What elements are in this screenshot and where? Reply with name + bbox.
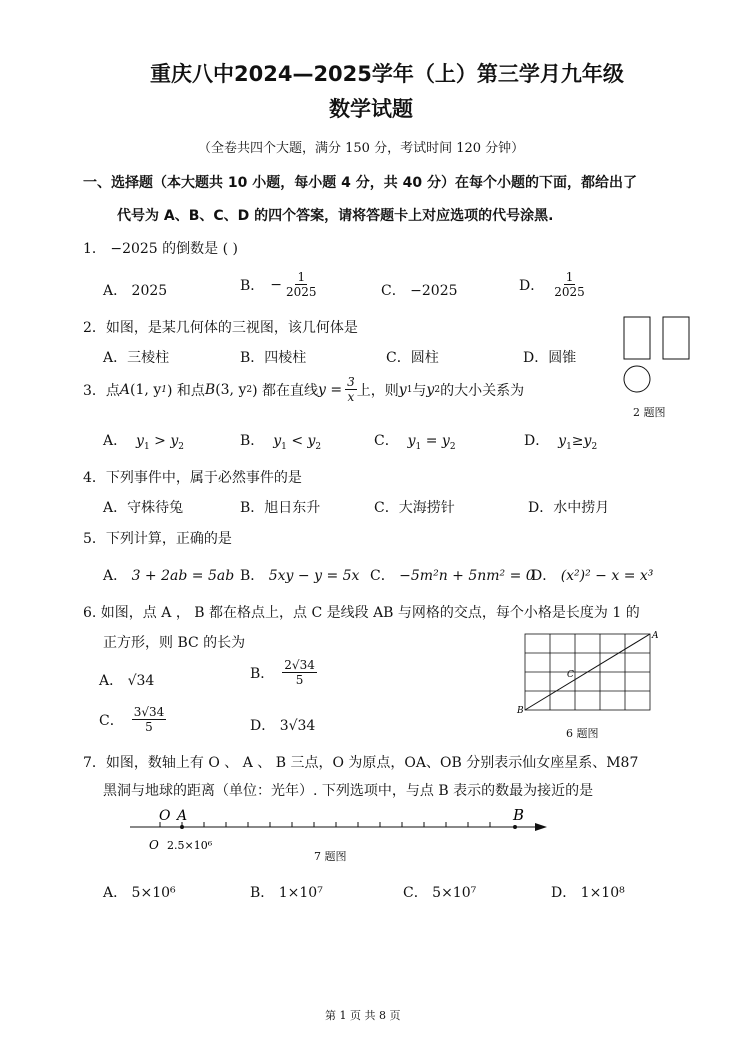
q3-option-b (240, 430, 321, 452)
q3-point-a-coord: (1, y (130, 381, 162, 398)
q6-line2: 正方形，则 BC 的长为 (103, 635, 246, 651)
q3-a-sub1: 1 (143, 441, 150, 452)
q3-tail: 的大小关系为 (440, 382, 525, 399)
q3-d-y2: y (583, 433, 592, 449)
q3-y1-sub: 1 (406, 384, 413, 395)
q3-sub-1: 1 (161, 384, 167, 395)
q3-eq-fraction (345, 375, 357, 404)
q6-option-b (250, 658, 317, 687)
q5-a-expr: 3 + 2ab = 5ab (131, 568, 235, 584)
q4-option-a: A．守株待兔 (103, 500, 184, 516)
q7-label-b: B (513, 806, 525, 824)
q3-d-label: D． (524, 433, 550, 449)
q1-d-den: 2025 (554, 285, 585, 299)
q2-option-d: D．圆锥 (523, 350, 577, 366)
q1-option-b (240, 270, 319, 299)
q6-grid-figure (515, 627, 665, 717)
q4-option-c: C．大海捞针 (374, 500, 455, 516)
q3-c-sub1: 1 (415, 441, 422, 452)
section1-line2: 代号为 A、B、C、D 的四个答案，请将答题卡上对应选项的代号涂黑. (117, 208, 554, 224)
q3-d-rel: ≥ (571, 433, 584, 449)
q2-stem: 2．如图，是某几何体的三视图，该几何体是 (83, 320, 358, 336)
q4-option-d: D．水中捞月 (528, 500, 610, 516)
q6-option-a (99, 670, 154, 690)
q7-tick-o: O (149, 838, 159, 852)
q1-b-fraction (284, 270, 319, 299)
q1-option-d (519, 270, 587, 299)
q5-stem: 5．下列计算，正确的是 (83, 531, 232, 547)
q5-c-expr: −5m²n + 5nm² = 0 (399, 568, 535, 584)
q7-caption: 7 题图 (314, 850, 347, 863)
q6-c-num: 3√34 (133, 705, 165, 719)
q5-b-expr: 5xy − y = 5x (268, 568, 360, 584)
q1-b-num: 1 (297, 270, 306, 284)
q5-d-expr: (x²)² − x = x³ (560, 568, 654, 584)
q1-b-label: B． (240, 277, 265, 294)
q5-c-label: C． (370, 568, 395, 584)
q7-ticks (160, 822, 490, 827)
q3-mid2: ) 都在直线 (252, 382, 319, 399)
q6-option-d (250, 715, 315, 735)
q3-y2-sub: 2 (434, 384, 441, 395)
q4-stem: 4．下列事件中，属于必然事件的是 (83, 470, 302, 486)
q1-d-fraction (552, 270, 587, 299)
q6-label-c: C (567, 670, 574, 680)
q3-c-y1: y (407, 433, 416, 449)
q2-option-c: C．圆柱 (386, 350, 439, 366)
q3-a-label: A． (103, 433, 128, 449)
q3-c-rel: = (425, 433, 438, 449)
q2-front-view (624, 317, 650, 359)
q3-b-y1: y (273, 433, 282, 449)
q3-y2: y (426, 381, 435, 398)
q7-option-b: B． 1×10⁷ (250, 885, 323, 901)
q7-line1: 7．如图，数轴上有 O 、 A 、 B 三点，O 为原点，OA、OB 分别表示仙女座星系、M87 (83, 755, 639, 771)
q3-a-y1: y (136, 433, 144, 449)
q3-sub-2: 2 (246, 384, 253, 395)
q6-b-fraction (282, 658, 317, 687)
q5-d-label: D． (531, 568, 557, 584)
q6-d-value: 3√34 (279, 718, 316, 734)
q3-a-sub2: 2 (178, 441, 184, 452)
q3-a-rel: > (154, 433, 166, 449)
q7-option-a: A． 5×10⁶ (103, 885, 176, 901)
q3-point-b: B (204, 381, 216, 398)
q2-side-view (663, 317, 689, 359)
q3-d-sub1: 1 (566, 441, 572, 452)
q3-d-y1: y (558, 433, 567, 449)
q3-stem (83, 375, 524, 404)
exam-title: 重庆八中2024—2025学年（上）第三学月九年级 (150, 62, 624, 86)
q6-b-num: 2√34 (284, 658, 315, 672)
q6-a-label: A． (99, 673, 124, 689)
q3-c-label: C． (374, 433, 399, 449)
q3-point-b-coord: (3, y (215, 381, 247, 398)
q5-option-b (240, 565, 359, 585)
q3-b-rel: < (291, 433, 304, 449)
q2-caption: 2 题图 (633, 406, 666, 419)
q5-b-label: B． (240, 568, 265, 584)
q7-axis-arrow (535, 823, 547, 831)
q7-option-d: D． 1×10⁸ (551, 885, 625, 901)
q1-option-a: A． 2025 (103, 283, 168, 299)
q6-c-fraction (132, 705, 167, 734)
exam-subtitle: 数学试题 (329, 97, 413, 121)
q6-caption: 6 题图 (566, 727, 599, 740)
q1-d-label: D． (519, 277, 545, 294)
q7-point-b (513, 825, 517, 829)
q1-b-sign: − (270, 276, 283, 293)
q7-tick-a: 2.5×10⁶ (167, 839, 213, 852)
exam-note: （全卷共四个大题，满分 150 分，考试时间 120 分钟） (198, 141, 525, 156)
q3-post: 上，则 (356, 382, 399, 399)
q5-a-label: A． (103, 568, 128, 584)
q3-c-sub2: 2 (449, 441, 456, 452)
q7-label-a: A (177, 808, 188, 824)
q6-d-label: D． (250, 718, 276, 734)
q6-b-label: B． (250, 665, 275, 682)
q3-eq-lhs: y = (318, 381, 343, 398)
q5-option-d (531, 565, 653, 585)
q3-b-label: B． (240, 433, 265, 449)
q7-option-c: C． 5×10⁷ (403, 885, 477, 901)
q4-option-b: B．旭日东升 (240, 500, 321, 516)
q3-eq-num: 3 (347, 375, 355, 389)
q5-option-a (103, 565, 234, 585)
q3-pre: 3．点 (83, 382, 120, 399)
q1-stem: 1． −2025 的倒数是 ( ) (83, 241, 238, 257)
q6-a-value: √34 (127, 673, 155, 689)
q6-line1: 6. 如图，点 A ， B 都在格点上，点 C 是线段 AB 与网格的交点，每个小格是长度为 1 的 (83, 605, 640, 621)
q3-point-a: A (119, 381, 131, 398)
q3-option-d (524, 430, 597, 452)
q3-option-c (374, 430, 456, 452)
section1-line1: 一、选择题（本大题共 10 小题，每小题 4 分，共 40 分）在每个小题的下面，都给出了 (83, 175, 637, 191)
q3-mid1: ) 和点 (166, 382, 205, 399)
q3-a-y2: y (170, 433, 179, 449)
q6-label-b: B (517, 706, 524, 716)
q3-b-y2: y (307, 433, 316, 449)
q6-label-a: A (652, 631, 659, 641)
q3-d-sub2: 2 (591, 441, 598, 452)
q3-option-a (103, 430, 184, 452)
q3-c-y2: y (441, 433, 450, 449)
q3-b-sub2: 2 (315, 441, 322, 452)
q3-b-sub1: 1 (281, 441, 287, 452)
q6-option-c (99, 705, 166, 734)
q3-and: 与 (412, 382, 427, 399)
q1-b-den: 2025 (286, 285, 317, 299)
q6-b-den: 5 (295, 673, 304, 687)
q1-d-num: 1 (565, 270, 574, 284)
q6-c-den: 5 (145, 720, 153, 734)
q1-option-c: C． −2025 (381, 283, 458, 299)
q7-label-o: O (159, 808, 171, 824)
q5-option-c (370, 565, 535, 585)
page-footer: 第 1 页 共 8 页 (325, 1009, 401, 1022)
q2-three-view-figure (618, 312, 698, 402)
q3-y1: y (398, 381, 407, 398)
q7-line2: 黑洞与地球的距离（单位：光年）. 下列选项中，与点 B 表示的数最为接近的是 (103, 783, 594, 799)
q7-point-a (180, 825, 184, 829)
q3-eq-den: x (347, 390, 355, 404)
q2-option-b: B．四棱柱 (240, 350, 307, 366)
q2-option-a: A．三棱柱 (103, 350, 170, 366)
q2-top-view (624, 366, 650, 392)
q6-c-label: C． (99, 712, 124, 729)
